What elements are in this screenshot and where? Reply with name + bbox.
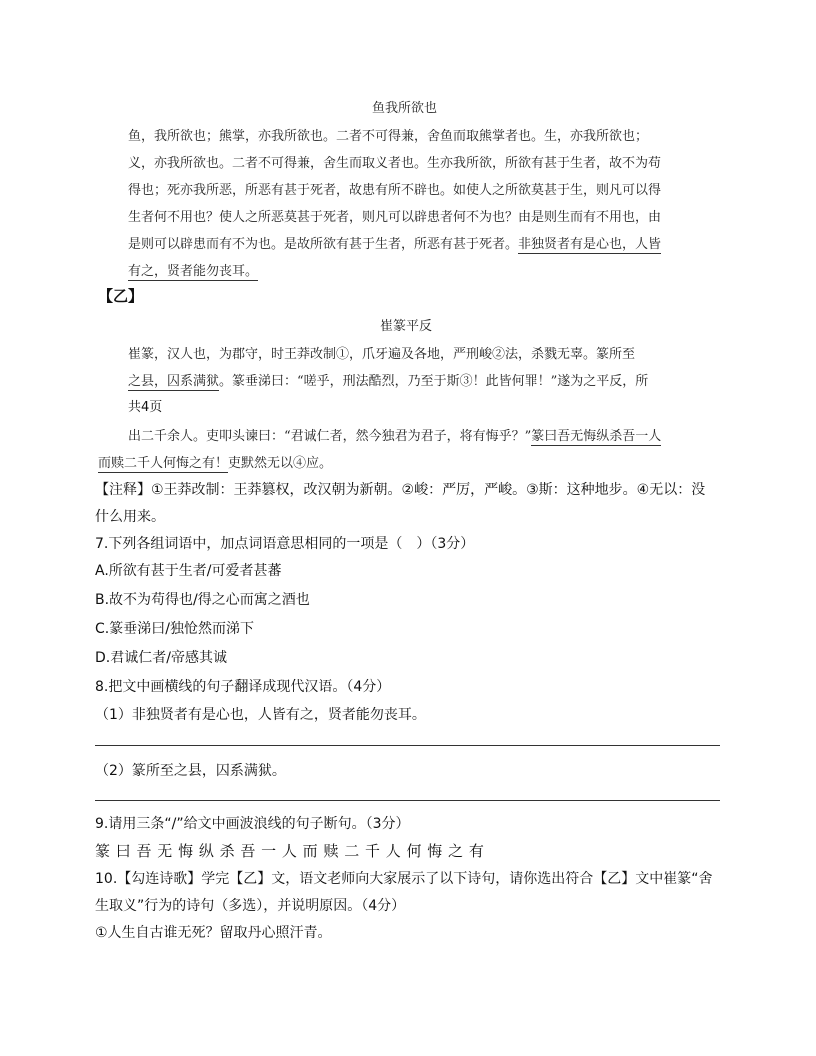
option-b: B.故不为苟得也/得之心而寓之酒也: [95, 592, 310, 608]
page-marker: 共4页: [128, 400, 163, 415]
passage-jia-title: 鱼我所欲也: [372, 101, 438, 116]
passage-line: [98, 452, 332, 471]
notes-line: 【注释】①王莽改制：王莽篡权，改汉朝为新朝。②峻：严厉，严峻。③斯：这种地步。④无以：没: [95, 482, 706, 498]
question-8-item-1: （1）非独贤者有是心也，人皆有之，贤者能勿丧耳。: [95, 707, 426, 723]
question-8-item-2: （2）篆所至之县，囚系满狱。: [95, 763, 286, 779]
question-8-stem: 8.把文中画横线的句子翻译成现代汉语。（4分）: [95, 679, 391, 695]
passage-line: 鱼，我所欲也；熊掌，亦我所欲也。二者不可得兼，舍鱼而取熊掌者也。生，亦我所欲也；: [128, 129, 649, 144]
wavy-underlined-sentence: 而赎二千人何悔之有！: [98, 456, 229, 471]
passage-text: 吏默然无以④应。: [228, 456, 333, 471]
question-10-stem: 10.【勾连诗歌】学完【乙】文，语文老师向大家展示了以下诗句，请你选出符合【乙】文中崔篆“舍: [95, 871, 713, 887]
question-9-sentence: 篆 曰 吾 无 悔 纵 杀 吾 一 人 而 赎 二 千 人 何 悔 之 有: [95, 842, 485, 860]
notes-line: 什么用来。: [95, 509, 165, 525]
passage-line: 崔篆，汉人也，为郡守，时王莽改制①，爪牙遍及各地，严刑峻②法，杀戮无辜。篆所至: [128, 347, 636, 362]
passage-line: [128, 370, 648, 389]
passage-line: 义，亦我所欲也。二者不可得兼，舍生而取义者也。生亦我所欲，所欲有甚于生者，故不为苟: [128, 156, 662, 171]
question-9-stem: 9.请用三条“/”给文中画波浪线的句子断句。（3分）: [95, 816, 410, 832]
option-c: C.篆垂涕曰/独怆然而涕下: [95, 621, 254, 637]
underlined-sentence: 非独贤者有是心也，人皆: [518, 237, 662, 252]
answer-line[interactable]: [95, 745, 720, 746]
answer-line[interactable]: [95, 800, 720, 801]
option-d: D.君诚仁者/帝感其诚: [95, 650, 227, 666]
passage-line: [128, 425, 661, 444]
wavy-underlined-sentence: 篆曰吾无悔纵杀吾一人: [531, 429, 662, 444]
option-a: A.所欲有甚于生者/可爱者甚蕃: [95, 563, 282, 579]
underlined-sentence: 有之，贤者能勿丧耳。: [128, 264, 259, 279]
passage-yi-title: 崔篆平反: [380, 319, 433, 334]
passage-line: 生者何不用也？使人之所恶莫甚于死者，则凡可以辟患者何不为也？由是则生而有不用也，由: [128, 210, 662, 225]
question-7-stem: 7.下列各组词语中，加点词语意思相同的一项是（ ）（3分）: [95, 536, 475, 552]
passage-line: 得也；死亦我所恶，所恶有甚于死者，故患有所不辟也。如使人之所欲莫甚于生，则凡可以得: [128, 183, 662, 198]
passage-text: 出二千余人。吏叩头谏曰：“君诚仁者，然今独君为君子，将有悔乎？”: [128, 429, 532, 444]
passage-line: [128, 233, 661, 252]
question-10-option-1: ①人生自古谁无死？留取丹心照汗青。: [95, 925, 332, 941]
passage-text: 是则可以辟患而有不为也。是故所欲有甚于生者，所恶有甚于死者。: [128, 237, 519, 252]
question-10-stem-cont: 生取义”行为的诗句（多选），并说明原因。（4分）: [95, 898, 406, 914]
passage-text: 。篆垂涕曰：“嗟乎，刑法酷烈，乃至于斯③！此皆何罪！”遂为之平反，所: [219, 374, 649, 389]
section-label-yi: 【乙】: [98, 287, 144, 305]
passage-line: [128, 260, 258, 279]
underlined-sentence: 之县，囚系满狱: [128, 374, 220, 389]
